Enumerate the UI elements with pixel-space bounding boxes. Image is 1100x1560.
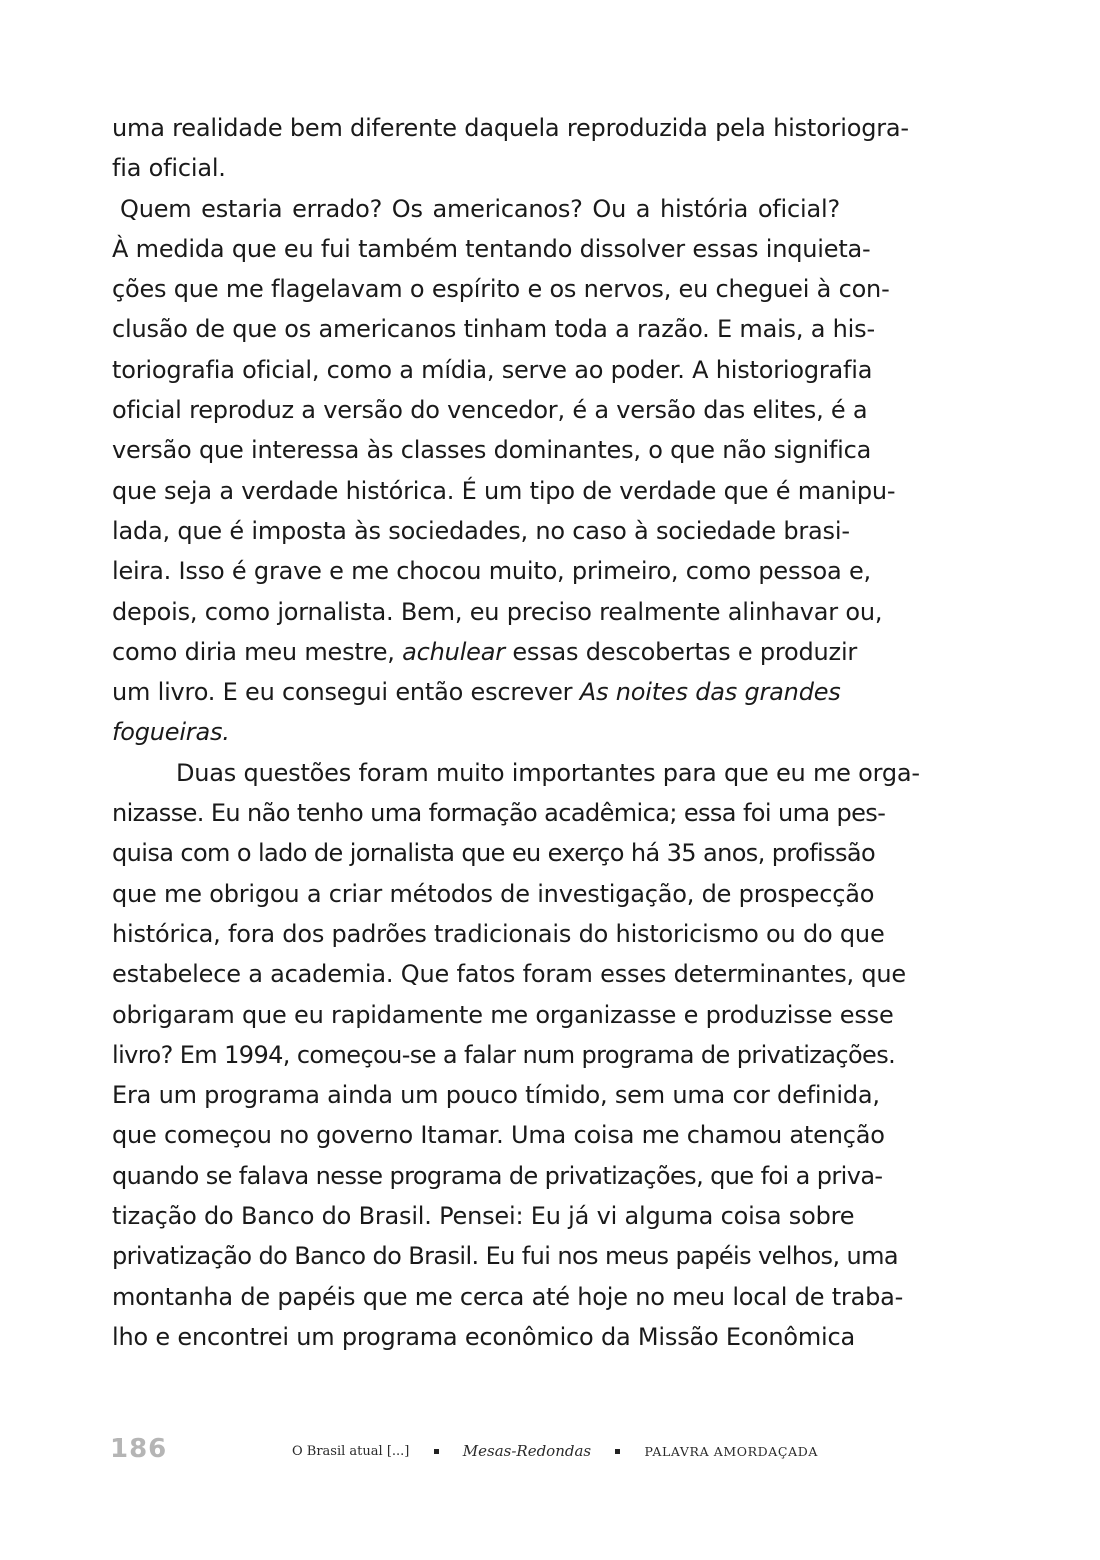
text-line: ções que me flagelavam o espírito e os nervos, eu cheguei à con- [112, 275, 890, 304]
running-head [292, 1442, 818, 1460]
text-line: que seja a verdade histórica. É um tipo de verdade que é manipu- [112, 476, 896, 505]
text-line: tização do Banco do Brasil. Pensei: Eu já vi alguma coisa sobre [112, 1202, 855, 1231]
text-line: que começou no governo Itamar. Uma coisa me chamou atenção [112, 1121, 885, 1150]
page-footer [110, 1434, 830, 1470]
text-line: livro? Em 1994, começou-se a falar num programa de privatizações. [112, 1040, 896, 1069]
text-line [112, 712, 840, 752]
text-segment: um livro. E eu consegui então escrever [112, 678, 573, 707]
text-line: obrigaram que eu rapidamente me organizasse e produzisse esse [112, 1000, 894, 1029]
text-line: uma realidade bem diferente daquela reproduzida pela historiogra- [112, 114, 909, 142]
running-head-series: Mesas-Redondas [462, 1442, 592, 1460]
running-head-chapter-title: PALAVRA AMORDAÇADA [644, 1443, 818, 1459]
text-line: Era um programa ainda um pouco tímido, sem uma cor definida, [112, 1081, 880, 1110]
text-line [112, 672, 840, 712]
text-segment: como diria meu mestre, [112, 637, 395, 666]
text-line: histórica, fora dos padrões tradicionais do historicismo ou do que [112, 919, 885, 948]
italic-term: achulear [402, 637, 505, 666]
text-line: versão que interessa às classes dominantes, o que não significa [112, 436, 872, 465]
book-title-italic: As noites das grandes [579, 678, 841, 707]
text-line: quisa com o lado de jornalista que eu exerço há 35 anos, profissão [112, 839, 876, 868]
bullet-separator-icon [615, 1449, 620, 1454]
text-line: leira. Isso é grave e me chocou muito, primeiro, como pessoa e, [112, 557, 871, 586]
text-line: que me obrigou a criar métodos de investigação, de prospecção [112, 879, 875, 908]
text-line [112, 632, 858, 672]
text-line: montanha de papéis que me cerca até hoje no meu local de traba- [112, 1282, 904, 1311]
text-line: lho e encontrei um programa econômico da Missão Econômica [112, 1322, 856, 1351]
text-line: À medida que eu fui também tentando dissolver essas inquieta- [112, 234, 871, 263]
text-line: estabelece a academia. Que fatos foram esses determinantes, que [112, 960, 906, 989]
text-line: depois, como jornalista. Bem, eu preciso realmente alinhavar ou, [112, 597, 883, 626]
text-line: oficial reproduz a versão do vencedor, é a versão das elites, é a [112, 396, 868, 425]
body-text [112, 108, 920, 1357]
paragraph-start: Quem estaria errado? Os americanos? Ou a história oficial? [120, 194, 840, 223]
text-line: nizasse. Eu não tenho uma formação acadêmica; essa foi uma pes- [112, 799, 886, 828]
text-line: toriografia oficial, como a mídia, serve ao poder. A historiografia [112, 355, 873, 384]
paragraph-start: Duas questões foram muito importantes para que eu me orga- [176, 758, 920, 787]
text-line: clusão de que os americanos tinham toda a razão. E mais, a his- [112, 315, 875, 344]
text-line: quando se falava nesse programa de privatizações, que foi a priva- [112, 1161, 883, 1190]
book-title-italic: fogueiras. [112, 718, 230, 747]
page-number: 186 [110, 1434, 168, 1464]
text-line: privatização do Banco do Brasil. Eu fui nos meus papéis velhos, uma [112, 1242, 899, 1271]
text-line: fia oficial. [112, 154, 226, 183]
bullet-separator-icon [434, 1449, 439, 1454]
running-head-book-title: O Brasil atual [...] [292, 1443, 410, 1459]
text-segment: essas descobertas e produzir [512, 637, 858, 666]
text-line: lada, que é imposta às sociedades, no caso à sociedade brasi- [112, 516, 850, 545]
